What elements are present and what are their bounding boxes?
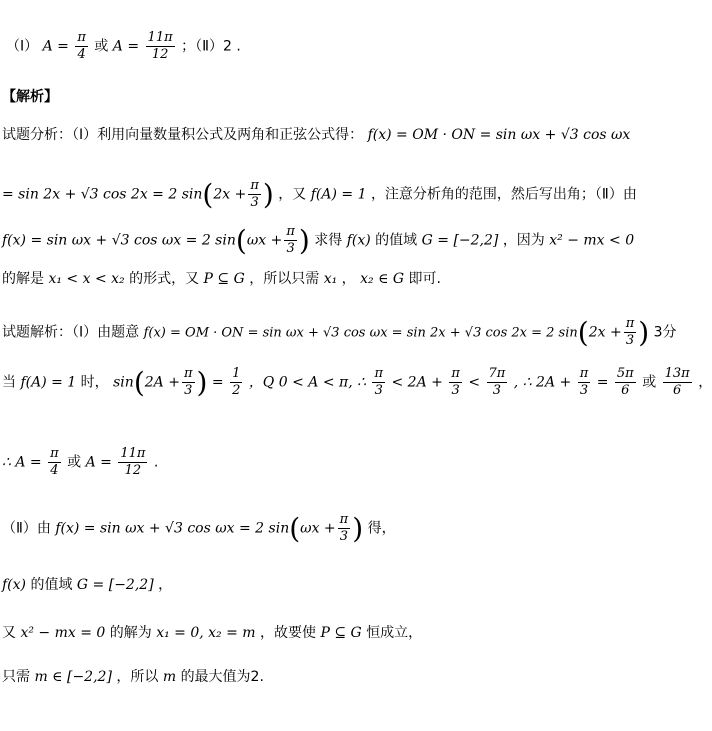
text: ，因为: [502, 232, 545, 249]
answer-A2: A =: [112, 38, 140, 55]
denominator: 4: [77, 47, 86, 62]
formula: A =: [85, 454, 112, 471]
numerator: 11π: [147, 30, 173, 45]
text: .: [153, 454, 159, 471]
formula-x2G: x₂ ∈ G: [360, 271, 405, 287]
numerator: 11π: [120, 446, 146, 461]
formula-x1: x₁: [323, 271, 338, 287]
paren-open: (: [577, 316, 589, 349]
text: ，注意分析角的范围，然后写出角；（Ⅱ）由: [370, 186, 637, 203]
answer-part2: ；（Ⅱ）2 .: [181, 38, 241, 55]
solution-line-3: [2, 446, 158, 479]
answer-or: 或: [94, 38, 109, 55]
fraction-pi-3: [284, 224, 297, 257]
text: 的解为: [109, 625, 152, 641]
numerator: 7π: [488, 366, 506, 381]
paren-open: (: [133, 366, 145, 399]
numerator: 1: [232, 366, 241, 381]
text: 只需: [2, 669, 30, 685]
formula-sin: sin: [113, 374, 134, 391]
denominator: 3: [625, 333, 635, 348]
section-header: 【解析】: [2, 89, 58, 105]
denominator: 3: [451, 383, 460, 398]
denominator: 2: [232, 383, 241, 398]
numerator: π: [183, 366, 193, 381]
denominator: 6: [621, 383, 630, 398]
analysis-formula: f(x) = OM · ON = sin ωx + √3 cos ωx: [367, 127, 631, 143]
paren-close: ): [298, 224, 310, 257]
denominator: 3: [250, 195, 259, 210]
text: 试题解析：（Ⅰ）由题意: [2, 324, 140, 341]
fraction-1-2: [230, 366, 242, 399]
text: （Ⅱ）由: [2, 520, 51, 537]
text: 时，: [80, 374, 109, 391]
formula-ineq: x² − mx < 0: [549, 232, 635, 249]
formula-solutions: x₁ = 0, x₂ = m: [156, 625, 256, 641]
formula-fA: f(A) = 1: [20, 374, 77, 391]
paren-close: ): [196, 366, 208, 399]
numerator: π: [339, 512, 349, 527]
paren-close: ): [638, 316, 650, 349]
fraction-pi-4: [48, 446, 61, 479]
fraction-13pi-6: [663, 366, 692, 399]
text: 的最大值为2.: [180, 669, 264, 685]
numerator: 5π: [616, 366, 634, 381]
text: ，故要使: [260, 625, 317, 641]
formula-fx: f(x): [2, 577, 27, 593]
formula-eq: x² − mx = 0: [20, 625, 106, 641]
numerator: π: [625, 316, 635, 331]
score-label: 3分: [653, 324, 677, 341]
denominator: 6: [673, 383, 682, 398]
text: 的解是: [2, 271, 44, 287]
fraction-pi-3: [182, 366, 195, 399]
text: 的值域: [30, 577, 73, 593]
answer-A1: A =: [42, 38, 69, 55]
solution-line-1: [2, 316, 677, 349]
equals: =: [596, 374, 609, 391]
analysis-line-1: [2, 124, 630, 144]
text: ，所以: [116, 669, 159, 685]
formula: = sin 2x + √3 cos 2x = 2 sin: [2, 186, 203, 203]
denominator: 3: [339, 529, 349, 544]
formula-inner: ωx +: [300, 520, 336, 537]
formula: ∴ A =: [2, 454, 42, 471]
denominator: 3: [492, 383, 502, 398]
formula-lt2: <: [468, 374, 481, 391]
formula-fx: f(x): [346, 232, 371, 249]
text-or: 或: [642, 374, 657, 391]
fraction-pi-3: [248, 178, 261, 211]
solution-line-2: [2, 366, 712, 399]
denominator: 12: [151, 47, 169, 62]
denominator: 4: [50, 463, 59, 478]
text: 的值域: [375, 232, 418, 249]
text-or: 或: [67, 454, 82, 471]
fraction-pi-3c: [449, 366, 462, 399]
analysis-text: 试题分析：（Ⅰ）利用向量数量积公式及两角和正弦公式得：: [2, 127, 364, 143]
text: 的形式，又: [129, 271, 200, 287]
denominator: 12: [124, 463, 142, 478]
solution-line-6: [2, 622, 422, 642]
paren-open: (: [202, 178, 214, 211]
formula: f(x) = sin ωx + √3 cos ωx = 2 sin: [2, 232, 236, 249]
denominator: 3: [286, 241, 295, 256]
numerator: π: [250, 178, 259, 193]
formula: f(x) = OM · ON = sin ωx + √3 cos ωx = sin 2x + √3 cos 2x = 2 sin: [143, 325, 578, 341]
fraction-pi-4: [75, 30, 88, 63]
paren-close: ): [262, 178, 274, 211]
fraction-11pi-12: [118, 446, 147, 479]
denominator: 3: [374, 383, 383, 398]
paren-open: (: [289, 512, 301, 545]
denominator: 3: [184, 383, 193, 398]
numerator: π: [374, 366, 384, 381]
paren-open: (: [235, 224, 247, 257]
paren-close: ): [352, 512, 364, 545]
text: ，: [698, 374, 712, 391]
solution-line-4: [2, 512, 396, 545]
text: ，: [158, 577, 173, 593]
formula-inner: 2x +: [213, 186, 247, 203]
numerator: π: [50, 446, 59, 461]
text: 又: [2, 625, 16, 641]
formula-G: G = [−2,2]: [421, 232, 499, 249]
numerator: π: [77, 30, 86, 45]
fraction-5pi-6: [615, 366, 636, 399]
formula-m2: m: [162, 669, 177, 685]
analysis-line-3: [2, 224, 634, 257]
text: ，所以只需: [249, 271, 320, 287]
formula-PG: P ⊆ G: [203, 271, 245, 287]
fraction-11pi-12: [146, 30, 175, 63]
formula: x₁ < x < x₂: [48, 271, 125, 287]
analysis-line-2: [2, 178, 637, 211]
formula-inner: ωx +: [246, 232, 283, 249]
formula-G: G = [−2,2]: [76, 577, 154, 593]
analysis-line-4: [2, 268, 441, 288]
formula-PG: P ⊆ G: [320, 625, 362, 641]
fraction-pi-3: [338, 512, 351, 545]
numerator: π: [451, 366, 460, 381]
equals: =: [211, 374, 224, 391]
text: 恒成立，: [366, 625, 423, 641]
text: ，: [341, 271, 356, 287]
formula-lt: < 2A +: [391, 374, 443, 391]
fraction-pi-3: [624, 316, 637, 349]
numerator: π: [579, 366, 589, 381]
numerator: 13π: [664, 366, 690, 381]
fraction-pi-3b: [372, 366, 385, 399]
answer-line: [6, 30, 241, 63]
text: 当: [2, 374, 16, 391]
numerator: π: [286, 224, 295, 239]
fraction-7pi-3: [487, 366, 508, 399]
formula-inner: 2A +: [144, 374, 180, 391]
formula-therefore: , ∴ 2A +: [513, 374, 572, 391]
text: 即可.: [408, 271, 441, 287]
solution-line-7: [2, 666, 264, 686]
text: 求得: [314, 232, 343, 249]
denominator: 3: [579, 383, 589, 398]
text: 得，: [367, 520, 396, 537]
formula: f(x) = sin ωx + √3 cos ωx = 2 sin: [55, 520, 290, 537]
fraction-pi-3d: [578, 366, 591, 399]
answer-prefix: （Ⅰ）: [6, 38, 39, 55]
formula-fA: f(A) = 1: [310, 186, 367, 203]
text: ，又: [278, 186, 307, 203]
formula-inner: 2x +: [588, 324, 622, 341]
solution-line-5: [2, 574, 172, 594]
formula-m: m ∈ [−2,2]: [34, 669, 112, 685]
formula-range: ，Q 0 < A < π, ∴: [248, 374, 367, 391]
